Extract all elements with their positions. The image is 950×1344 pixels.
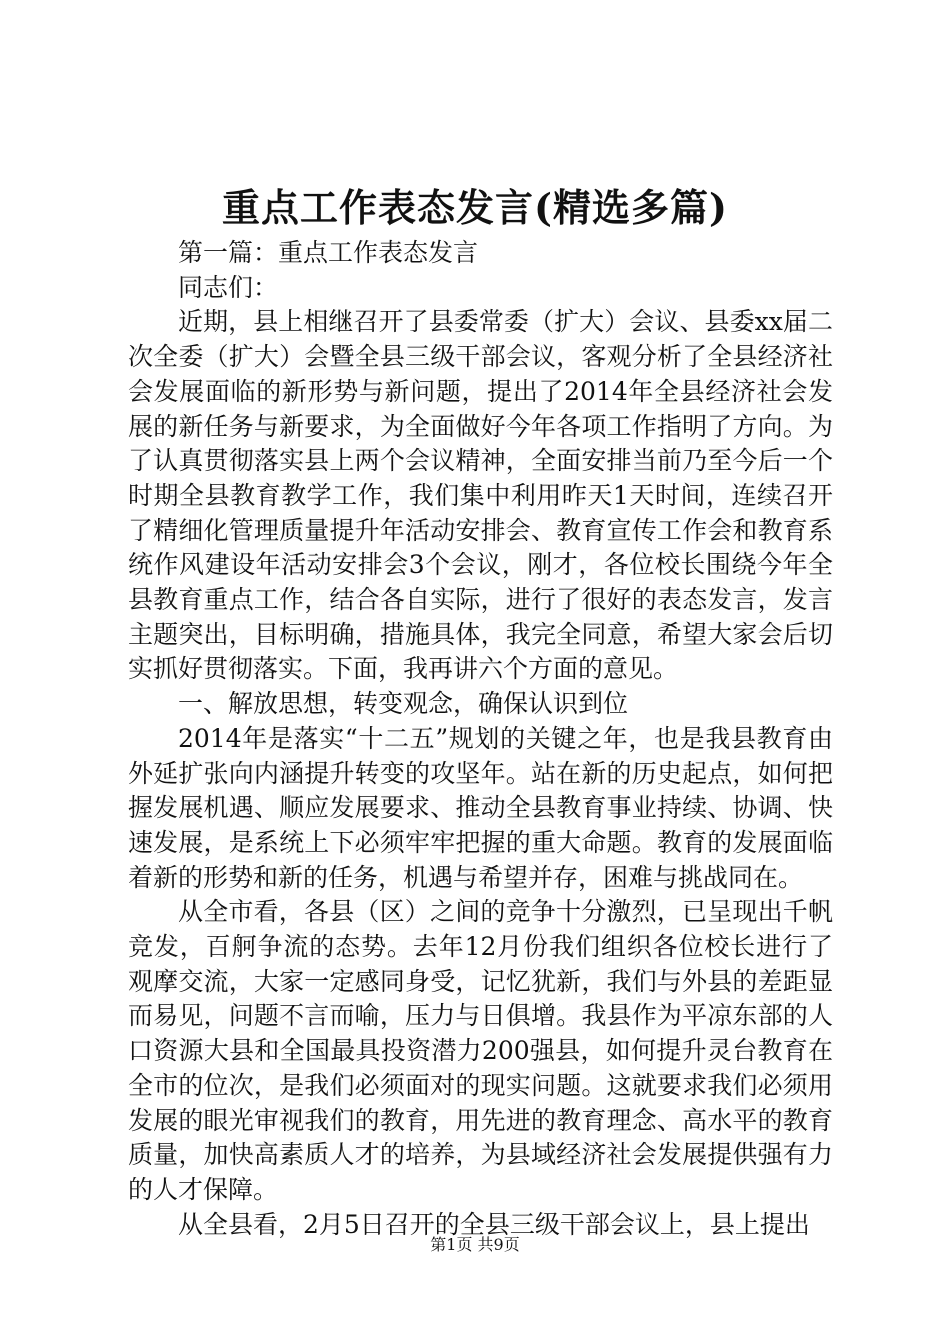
- paragraph-salutation: 同志们：: [178, 272, 279, 302]
- paragraph-body: 从全市看，各县（区）之间的竞争十分激烈，已呈现出千帆竞发，百舸争流的态势。去年12月份我们组织各位校长进行了观摩交流，大家一定感同身受，记忆犹新，我们与外县的差距显而易见，问题不言而喻，压力与日俱增。我县作为平凉东部的人口资源大县和全国最具投资潜力200强县，如何提升灵台教育在全市的位次，是我们必须面对的现实问题。这就要求我们必须用发展的眼光审视我们的教育，用先进的教育理念、高水平的教育质量，加快高素质人才的培养，为县域经济社会发展提供强有力的人才保障。: [128, 897, 833, 1204]
- document-body: [128, 236, 833, 1242]
- paragraph-heading-one: 一、解放思想，转变观念，确保认识到位: [178, 689, 629, 719]
- paragraph-intro: 近期，县上相继召开了县委常委（扩大）会议、县委xx届二次全委（扩大）会暨全县三级干部会议，客观分析了全县经济社会发展面临的新形势与新问题，提出了2014年全县经济社会发展的新任务与新要求，为全面做好今年各项工作指明了方向。为了认真贯彻落实县上两个会议精神，全面安排当前乃至今后一个时期全县教育教学工作，我们集中利用昨天1天时间，连续召开了精细化管理质量提升年活动安排会、教育宣传工作会和教育系统作风建设年活动安排会3个会议，刚才，各位校长围绕今年全县教育重点工作，结合各自实际，进行了很好的表态发言，发言主题突出，目标明确，措施具体，我完全同意，希望大家会后切实抓好贯彻落实。下面，我再讲六个方面的意见。: [128, 307, 833, 684]
- page-footer: 第1页 共9页: [430, 1235, 520, 1254]
- paragraph-body: 2014年是落实“十二五”规划的关键之年，也是我县教育由外延扩张向内涵提升转变的攻坚年。站在新的历史起点，如何把握发展机遇、顺应发展要求、推动全县教育事业持续、协调、快速发展，是系统上下必须牢牢把握的重大命题。教育的发展面临着新的形势和新的任务，机遇与希望并存，困难与挑战同在。: [128, 723, 833, 892]
- paragraph-section-heading: 第一篇：重点工作表态发言: [178, 238, 479, 267]
- paragraph-body: 从全县看，2月5日召开的全县三级干部会议上，县上提出: [178, 1209, 810, 1239]
- document-title: 重点工作表态发言(精选多篇): [222, 185, 728, 230]
